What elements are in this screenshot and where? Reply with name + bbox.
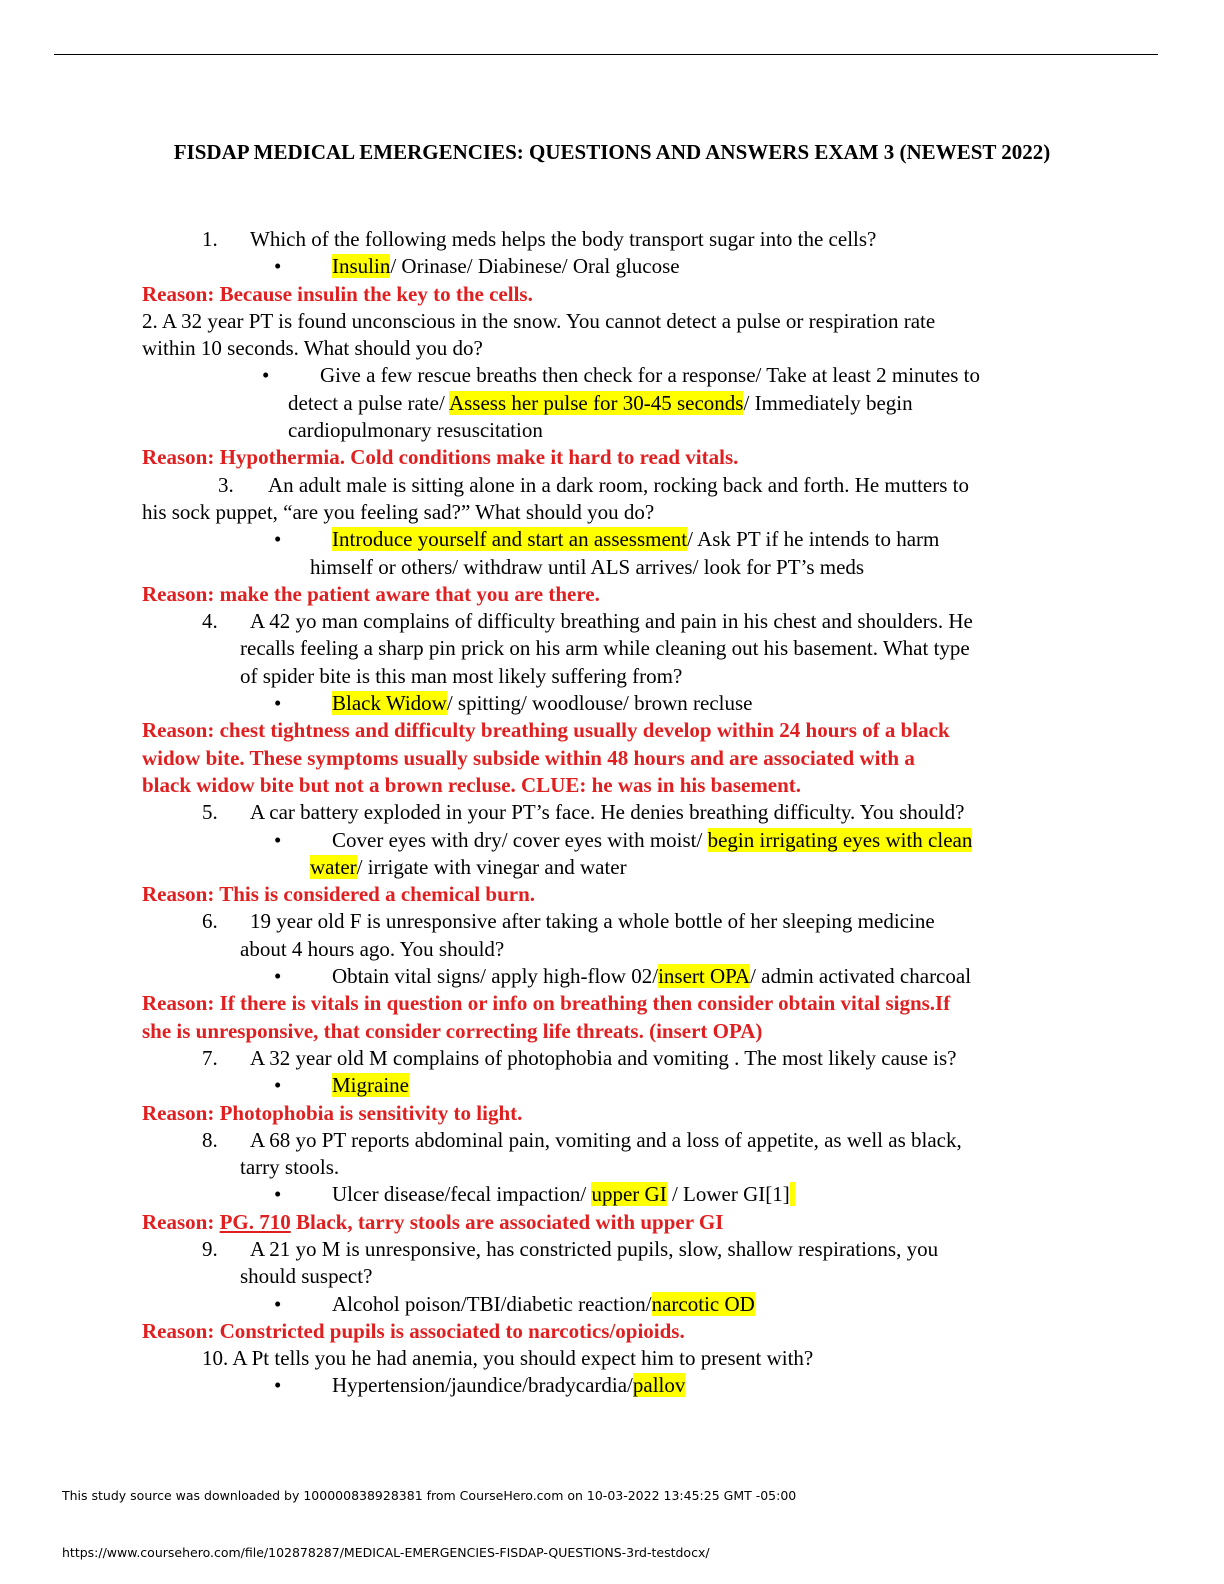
bullet: • — [262, 363, 270, 388]
source-url[interactable]: https://www.coursehero.com/file/102878287/MEDICAL-EMERGENCIES-FISDAP-QUESTIONS-3rd-testdocx/ — [62, 1545, 710, 1560]
answer-text: Alcohol poison/TBI/diabetic reaction/ — [332, 1291, 652, 1316]
reason-label: Reason: — [142, 1209, 220, 1234]
reason-2: Reason: Hypothermia. Cold conditions make it hard to read vitals. — [142, 445, 739, 470]
correct-answer: upper GI — [591, 1182, 667, 1207]
answer-text: Cover eyes with dry/ cover eyes with moist/ — [332, 827, 708, 852]
reason-1: Reason: Because insulin the key to the cells. — [142, 281, 533, 306]
question-text: A car battery exploded in your PT’s face. He denies breathing difficulty. You should? — [250, 800, 965, 825]
reason-4-cont: widow bite. These symptoms usually subside within 48 hours and are associated with a — [142, 745, 915, 770]
bullet: • — [274, 527, 282, 552]
correct-answer: Migraine — [332, 1073, 409, 1098]
other-answers: / irrigate with vinegar and water — [356, 854, 627, 879]
answer-6 — [142, 963, 1072, 990]
reason-7: Reason: Photophobia is sensitivity to light. — [142, 1100, 523, 1125]
question-3 — [142, 472, 1072, 499]
answer-7 — [142, 1072, 1072, 1099]
question-text: A 42 yo man complains of difficulty breathing and pain in his chest and shoulders. He — [250, 609, 973, 634]
other-answers: / Ask PT if he intends to harm — [687, 527, 940, 552]
correct-answer: insert OPA — [658, 964, 751, 989]
question-9-cont: should suspect? — [240, 1264, 373, 1289]
reason-6-cont: she is unresponsive, that consider correcting life threats. (insert OPA) — [142, 1018, 763, 1043]
question-number: 8. — [202, 1127, 218, 1152]
question-2-cont: within 10 seconds. What should you do? — [142, 336, 483, 361]
bullet: • — [274, 1073, 282, 1098]
answer-text: / admin activated charcoal — [750, 964, 972, 989]
answer-8 — [142, 1181, 1072, 1208]
bullet: • — [274, 254, 282, 279]
question-number: 3. — [218, 472, 234, 497]
correct-answer: water — [310, 854, 357, 879]
document-body — [142, 226, 1072, 1400]
answer-10 — [142, 1372, 1072, 1399]
answer-5-cont — [142, 854, 1072, 881]
correct-answer: narcotic OD — [651, 1291, 755, 1316]
question-4-cont2: of spider bite is this man most likely suffering from? — [240, 663, 683, 688]
download-notice: This study source was downloaded by 100000838928381 from CourseHero.com on 10-03-2022 13:45:25 GMT -05:00 — [62, 1488, 797, 1503]
reason-5: Reason: This is considered a chemical burn. — [142, 882, 536, 907]
reason-4: Reason: chest tightness and difficulty breathing usually develop within 24 hours of a black — [142, 718, 950, 743]
page-reference-link[interactable]: PG. 710 — [219, 1209, 291, 1234]
reason-4-cont2: black widow bite but not a brown recluse. CLUE: he was in his basement. — [142, 772, 802, 797]
question-9 — [142, 1236, 1072, 1263]
bullet: • — [274, 1373, 282, 1398]
question-10: 10. A Pt tells you he had anemia, you should expect him to present with? — [202, 1346, 814, 1371]
correct-answer: pallov — [632, 1373, 686, 1398]
question-4 — [142, 608, 1072, 635]
bullet: • — [274, 964, 282, 989]
question-number: 5. — [202, 800, 218, 825]
answer-1 — [142, 253, 1072, 280]
correct-answer: Black Widow — [332, 691, 447, 716]
highlight-marker — [790, 1182, 795, 1206]
comment-reference[interactable]: [1] — [765, 1182, 790, 1207]
reason-3: Reason: make the patient aware that you are there. — [142, 581, 600, 606]
answer-text: detect a pulse rate/ — [288, 390, 449, 415]
answer-3-cont: himself or others/ withdraw until ALS arrives/ look for PT’s meds — [310, 554, 865, 579]
bullet: • — [274, 827, 282, 852]
correct-answer: begin irrigating eyes with clean — [707, 827, 973, 852]
question-number: 7. — [202, 1045, 218, 1070]
correct-answer: Introduce yourself and start an assessment — [332, 527, 688, 552]
question-6-cont: about 4 hours ago. You should? — [240, 936, 505, 961]
question-8-cont: tarry stools. — [240, 1155, 340, 1180]
answer-text: Ulcer disease/fecal impaction/ — [332, 1182, 592, 1207]
question-text: A 21 yo M is unresponsive, has constricted pupils, slow, shallow respirations, you — [250, 1236, 939, 1261]
answer-4 — [142, 690, 1072, 717]
question-text: An adult male is sitting alone in a dark room, rocking back and forth. He mutters to — [268, 472, 969, 497]
correct-answer: Assess her pulse for 30-45 seconds — [448, 390, 744, 415]
bullet: • — [274, 691, 282, 716]
reason-text: Black, tarry stools are associated with upper GI — [290, 1209, 724, 1234]
answer-9 — [142, 1291, 1072, 1318]
answer-text: / Lower GI — [666, 1182, 766, 1207]
answer-3 — [142, 526, 1072, 553]
reason-6: Reason: If there is vitals in question or info on breathing then consider obtain vital signs.If — [142, 991, 951, 1016]
question-8 — [142, 1127, 1072, 1154]
question-7 — [142, 1045, 1072, 1072]
question-text: A 68 yo PT reports abdominal pain, vomiting and a loss of appetite, as well as black, — [250, 1127, 962, 1152]
answer-2-cont2: cardiopulmonary resuscitation — [288, 418, 543, 443]
question-number: 1. — [202, 227, 218, 251]
other-answers: / Orinase/ Diabinese/ Oral glucose — [390, 254, 680, 279]
other-answers: / spitting/ woodlouse/ brown recluse — [446, 691, 753, 716]
question-number: 9. — [202, 1236, 218, 1261]
question-2: 2. A 32 year PT is found unconscious in the snow. You cannot detect a pulse or respiration rate — [142, 308, 936, 333]
answer-text: Obtain vital signs/ apply high-flow 02/ — [332, 964, 659, 989]
top-rule — [54, 54, 1158, 55]
question-4-cont: recalls feeling a sharp pin prick on his arm while cleaning out his basement. What type — [240, 636, 970, 661]
question-number: 4. — [202, 609, 218, 634]
answer-text: Give a few rescue breaths then check for a response/ Take at least 2 minutes to — [320, 363, 980, 388]
bullet: • — [274, 1182, 282, 1207]
correct-answer: Insulin — [332, 254, 391, 279]
answer-text: Hypertension/jaundice/bradycardia/ — [332, 1373, 633, 1398]
question-1 — [142, 226, 1072, 253]
question-text: Which of the following meds helps the body transport sugar into the cells? — [250, 227, 877, 251]
reason-8 — [142, 1209, 1072, 1236]
question-5 — [142, 799, 1072, 826]
answer-text: / Immediately begin — [743, 390, 913, 415]
question-number: 6. — [202, 909, 218, 934]
answer-2-cont — [142, 390, 1072, 417]
question-text: 19 year old F is unresponsive after taking a whole bottle of her sleeping medicine — [250, 909, 935, 934]
question-text: A 32 year old M complains of photophobia and vomiting . The most likely cause is? — [250, 1045, 957, 1070]
bullet: • — [274, 1291, 282, 1316]
page-title: FISDAP MEDICAL EMERGENCIES: QUESTIONS AND ANSWERS EXAM 3 (NEWEST 2022) — [173, 140, 1051, 164]
answer-2 — [142, 362, 1072, 389]
question-6 — [142, 908, 1072, 935]
answer-5 — [142, 827, 1072, 854]
question-3-cont: his sock puppet, “are you feeling sad?” What should you do? — [142, 499, 655, 524]
reason-9: Reason: Constricted pupils is associated to narcotics/opioids. — [142, 1318, 685, 1343]
